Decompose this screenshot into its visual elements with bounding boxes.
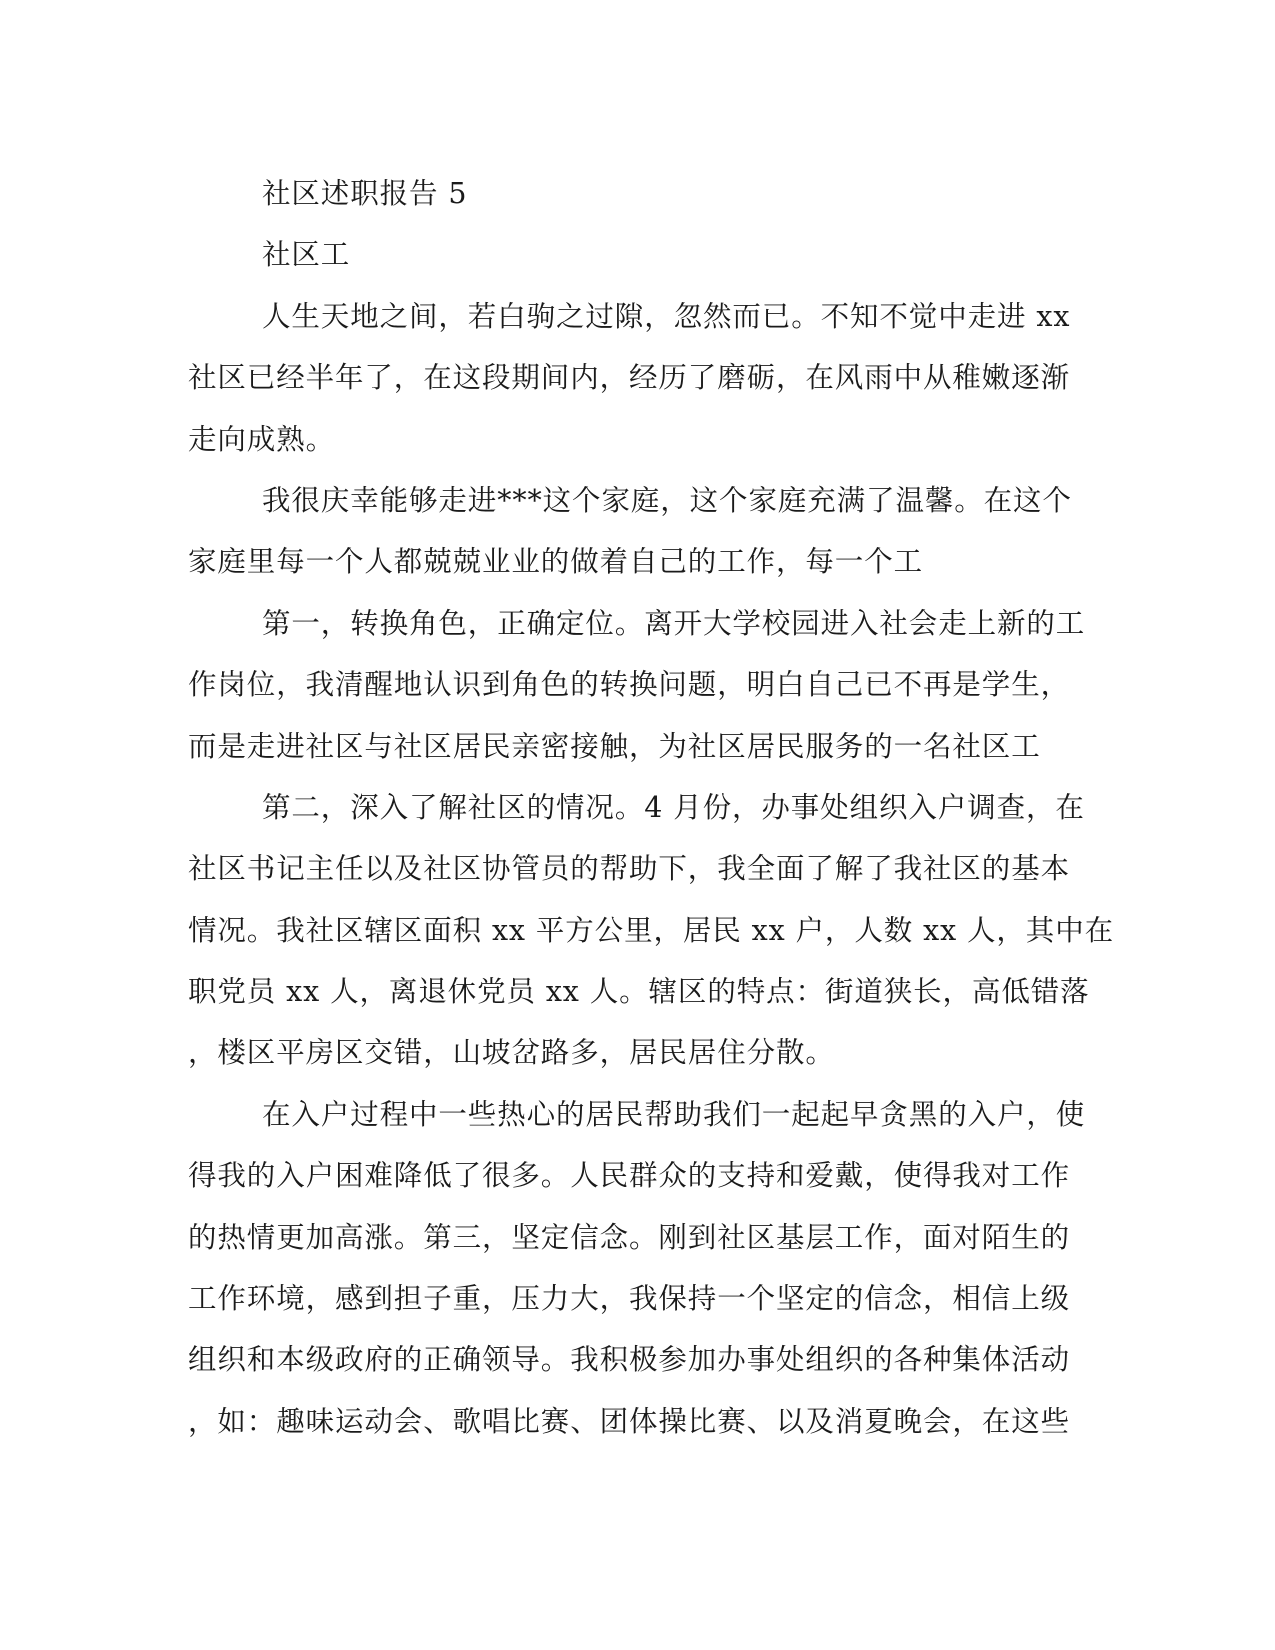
text-line: 我很庆幸能够走进***这个家庭，这个家庭充满了温馨。在这个	[262, 483, 1072, 517]
text-line: 的热情更加高涨。第三，坚定信念。刚到社区基层工作，面对陌生的	[188, 1220, 1071, 1254]
document-title: 社区述职报告 5	[262, 177, 468, 210]
text-line: 家庭里每一个人都兢兢业业的做着自己的工作，每一个工	[188, 545, 924, 579]
text-line: 第一，转换角色，正确定位。离开大学校园进入社会走上新的工	[262, 606, 1086, 640]
text-line: 而是走进社区与社区居民亲密接触，为社区居民服务的一名社区工	[188, 729, 1041, 763]
text-line: 组织和本级政府的正确领导。我积极参加办事处组织的各种集体活动	[188, 1343, 1071, 1377]
text-line: 情况。我社区辖区面积 xx 平方公里，居民 xx 户，人数 xx 人，其中在	[188, 913, 1114, 947]
text-line: 得我的入户困难降低了很多。人民群众的支持和爱戴，使得我对工作	[188, 1159, 1071, 1193]
text-line: ，楼区平房区交错，山坡岔路多，居民居住分散。	[188, 1036, 835, 1070]
text-line: 工作环境，感到担子重，压力大，我保持一个坚定的信念，相信上级	[188, 1282, 1071, 1316]
text-line: 第二，深入了解社区的情况。4 月份，办事处组织入户调查，在	[262, 790, 1085, 824]
text-line: 走向成熟。	[188, 422, 336, 456]
text-line: 社区工	[262, 238, 351, 272]
text-line: ，如：趣味运动会、歌唱比赛、团体操比赛、以及消夏晚会，在这些	[188, 1404, 1071, 1438]
text-line: 作岗位，我清醒地认识到角色的转换问题，明白自己已不再是学生，	[188, 668, 1071, 702]
text-line: 人生天地之间，若白驹之过隙，忽然而已。不知不觉中走进 xx	[262, 299, 1071, 333]
text-line: 社区书记主任以及社区协管员的帮助下，我全面了解了我社区的基本	[188, 852, 1071, 886]
document-body	[188, 163, 1114, 1452]
text-line: 社区已经半年了，在这段期间内，经历了磨砺，在风雨中从稚嫩逐渐	[188, 361, 1071, 395]
text-line: 职党员 xx 人，离退休党员 xx 人。辖区的特点：街道狭长，高低错落	[188, 975, 1090, 1009]
text-line: 在入户过程中一些热心的居民帮助我们一起起早贪黑的入户，使	[262, 1097, 1086, 1131]
